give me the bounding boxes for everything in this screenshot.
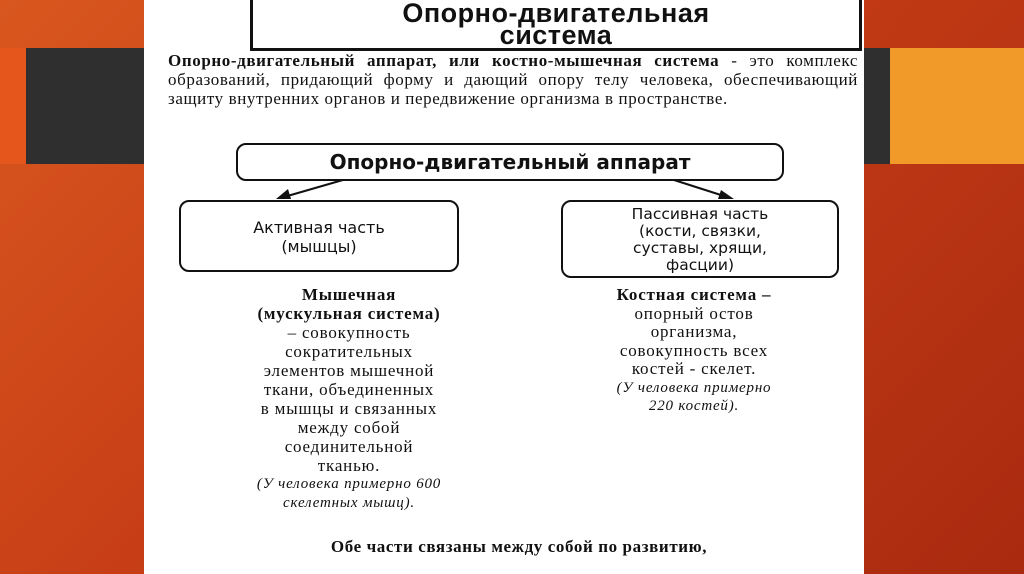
muscle-body-line: в мышцы и связанных <box>260 399 438 418</box>
bone-body-line: организма, <box>650 322 738 341</box>
footer-text: Обе части связаны между собой по развитию, <box>330 537 708 556</box>
muscle-body-line: тканью. <box>317 456 381 475</box>
active-part-node <box>179 200 459 272</box>
bone-heading-dash: – <box>757 285 772 304</box>
bone-heading: Костная система <box>616 285 757 304</box>
intro-text: - это комплекс образований, придающий форму и дающий опору телу человека, обеспечивающий защиту внутренних органов и передвижение организма в пространстве. <box>168 51 858 108</box>
arrow-head-passive <box>718 190 734 199</box>
muscle-heading-1: Мышечная <box>301 285 397 304</box>
muscle-body-line: – совокупность <box>287 323 411 342</box>
bone-heading-row <box>544 286 844 305</box>
arrow-head-active <box>276 189 291 199</box>
bone-system-description <box>544 286 844 416</box>
passive-part-label: Пассивная часть <box>631 205 769 223</box>
bone-body-line: совокупность всех <box>619 340 769 360</box>
muscle-body-line: ткани, объединенных <box>263 380 435 399</box>
active-part-label: Активная часть <box>253 218 385 237</box>
muscle-body-line: соединительной <box>284 437 414 456</box>
bone-note-1: (У человека примерно <box>616 379 772 396</box>
muscle-system-description <box>184 285 514 513</box>
muscle-body-line: между собой <box>297 418 401 437</box>
muscle-body-line: сократительных <box>285 342 413 361</box>
bone-body-line: опорный остов <box>634 303 754 323</box>
left-orange-band <box>0 48 26 164</box>
passive-part-node <box>561 200 839 278</box>
muscle-note-2: скелетных мышц). <box>283 495 415 511</box>
right-orange-band <box>890 48 1024 164</box>
scanned-page <box>144 0 864 574</box>
intro-term: Опорно-двигательный аппарат, или костно-мышечная система <box>168 51 720 70</box>
passive-part-sub-3: фасции) <box>665 256 735 274</box>
right-dark-band <box>864 48 890 164</box>
passive-part-sub-1: (кости, связки, <box>639 222 761 240</box>
muscle-heading-2: (мускульная система) <box>257 304 441 323</box>
bone-note-2: 220 костей). <box>648 398 740 414</box>
bone-body-line: костей - скелет. <box>631 359 757 378</box>
active-part-sub: (мышцы) <box>281 237 357 256</box>
title-line-2: система <box>499 20 613 50</box>
root-node: Опорно-двигательный аппарат <box>236 143 784 181</box>
muscle-body-line: элементов мышечной <box>263 361 435 380</box>
title-line-1: Опорно-двигательная <box>402 0 710 28</box>
muscle-note-1: (У человека примерно 600 <box>256 476 442 492</box>
passive-part-sub-2: суставы, хрящи, <box>633 239 767 257</box>
